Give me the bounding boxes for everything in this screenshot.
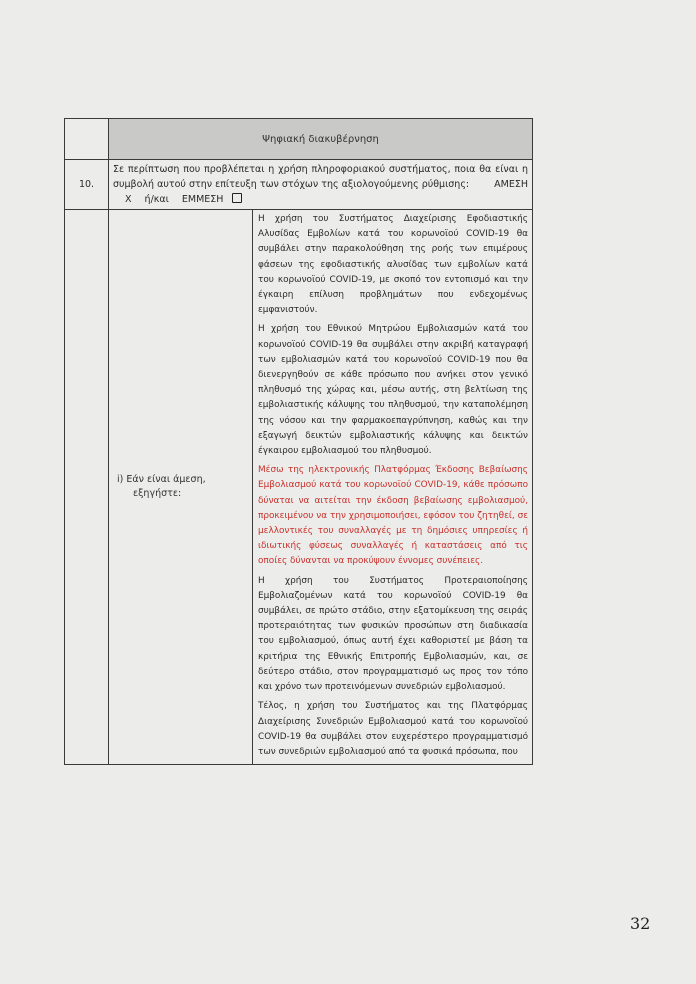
header-blank-cell	[65, 119, 109, 160]
question-cell	[109, 160, 533, 210]
answer-label-line1: i) Εάν είναι άμεση,	[117, 474, 206, 486]
paragraph-prioritization: Η χρήση του Συστήματος Προτεραιοποίησης Εμβολιαζομένων κατά του κορωνοϊού COVID-19 θα συμβάλει, σε πρώτο στάδιο, στην εξατομίκευση της σειράς προτεραιότητας των φυσικών προσώπων στη διαδικασία του εμβολιασμού, όπως αυτή έχει καθοριστεί με βάση τα κριτήρια της Εθνικής Επιτροπής Εμβολιασμών, και, σε δεύτερο στάδιο, στον προγραμματισμό ως προς τον τόπο και χρόνο των προτεινόμενων συνεδριών εμβολιασμού.	[258, 575, 529, 693]
option-direct: ΑΜΕΣΗ	[494, 179, 529, 190]
option-indirect: ΕΜΜΕΣΗ	[181, 194, 224, 205]
answer-label-line2: εξηγήστε:	[133, 488, 182, 500]
option-direct-mark: Χ	[125, 194, 132, 205]
checkbox-indirect[interactable]	[232, 193, 242, 203]
assessment-table	[64, 118, 533, 765]
option-separator: ή/και	[144, 194, 169, 205]
question-number: 10.	[65, 160, 109, 210]
blank-number-cell	[65, 210, 109, 765]
answer-cell	[253, 210, 533, 765]
paragraph-sessions: Τέλος, η χρήση του Συστήματος και της Πλατφόρμας Διαχείρισης Συνεδριών Εμβολιασμού κατά του κορωνοϊού COVID-19 θα συμβάλει στον ευχερέστερο προγραμματισμό των συνεδριών εμβολιασμού από τα φυσικά πρόσωπα, που	[258, 701, 529, 757]
paragraph-supply-chain: Η χρήση του Συστήματος Διαχείρισης Εφοδιαστικής Αλυσίδας Εμβολίων κατά του κορωνοϊού COVID-19 θα συμβάλει στην παρακολούθηση της ροής των επιμέρους φάσεων της εφοδιαστικής αλυσίδας των εμβολίων κατά του κορωνοϊού COVID-19, με σκοπό τον εντοπισμό και την έγκαιρη επίλυση προβλημάτων που ενδεχομένως εμφανιστούν.	[258, 214, 529, 316]
answer-label-cell	[109, 210, 253, 765]
section-header: Ψηφιακή διακυβέρνηση	[109, 119, 533, 160]
page-number: 32	[630, 914, 651, 933]
question-text: Σε περίπτωση που προβλέπεται η χρήση πληροφοριακού συστήματος, ποια θα είναι η συμβολή αυτού στην επίτευξη των στόχων της αξιολογούμενης ρύθμισης:	[113, 164, 529, 190]
paragraph-registry: Η χρήση του Εθνικού Μητρώου Εμβολιασμών κατά του κορωνοϊού COVID-19 θα συμβάλει στην ακριβή καταγραφή των εμβολιασμών κατά του κορωνοϊού COVID-19 που θα διενεργηθούν σε κάθε πρόσωπο που ανήκει στον γενικό πληθυσμό της χώρας και, μέσω αυτής, στη βελτίωση της εμβολιαστικής κάλυψης του πληθυσμού, την καταπολέμηση της νόσου και την φαρμακοεπαγρύπνηση, καθώς και την εξαγωγή δεικτών εμβολιαστικής κάλυψης και δεικτών έγκαιρου εμβολιασμού του πληθυσμού.	[258, 324, 529, 457]
paragraph-certificate: Μέσω της ηλεκτρονικής Πλατφόρμας Έκδοσης Βεβαίωσης Εμβολιασμού κατά του κορωνοϊού COVID-19, κάθε πρόσωπο δύναται να αιτείται την έκδοση βεβαίωσης εμβολιασμού, προκειμένου να την χρησιμοποιήσει, εφόσον του ζητηθεί, σε μελλοντικές του συναλλαγές με τη δημόσιες υπηρεσίες ή ιδιωτικής φύσεως συναλλαγές ή καταστάσεις από τις οποίες δύνανται να προκύψουν έννομες συνέπειες.	[258, 465, 529, 567]
